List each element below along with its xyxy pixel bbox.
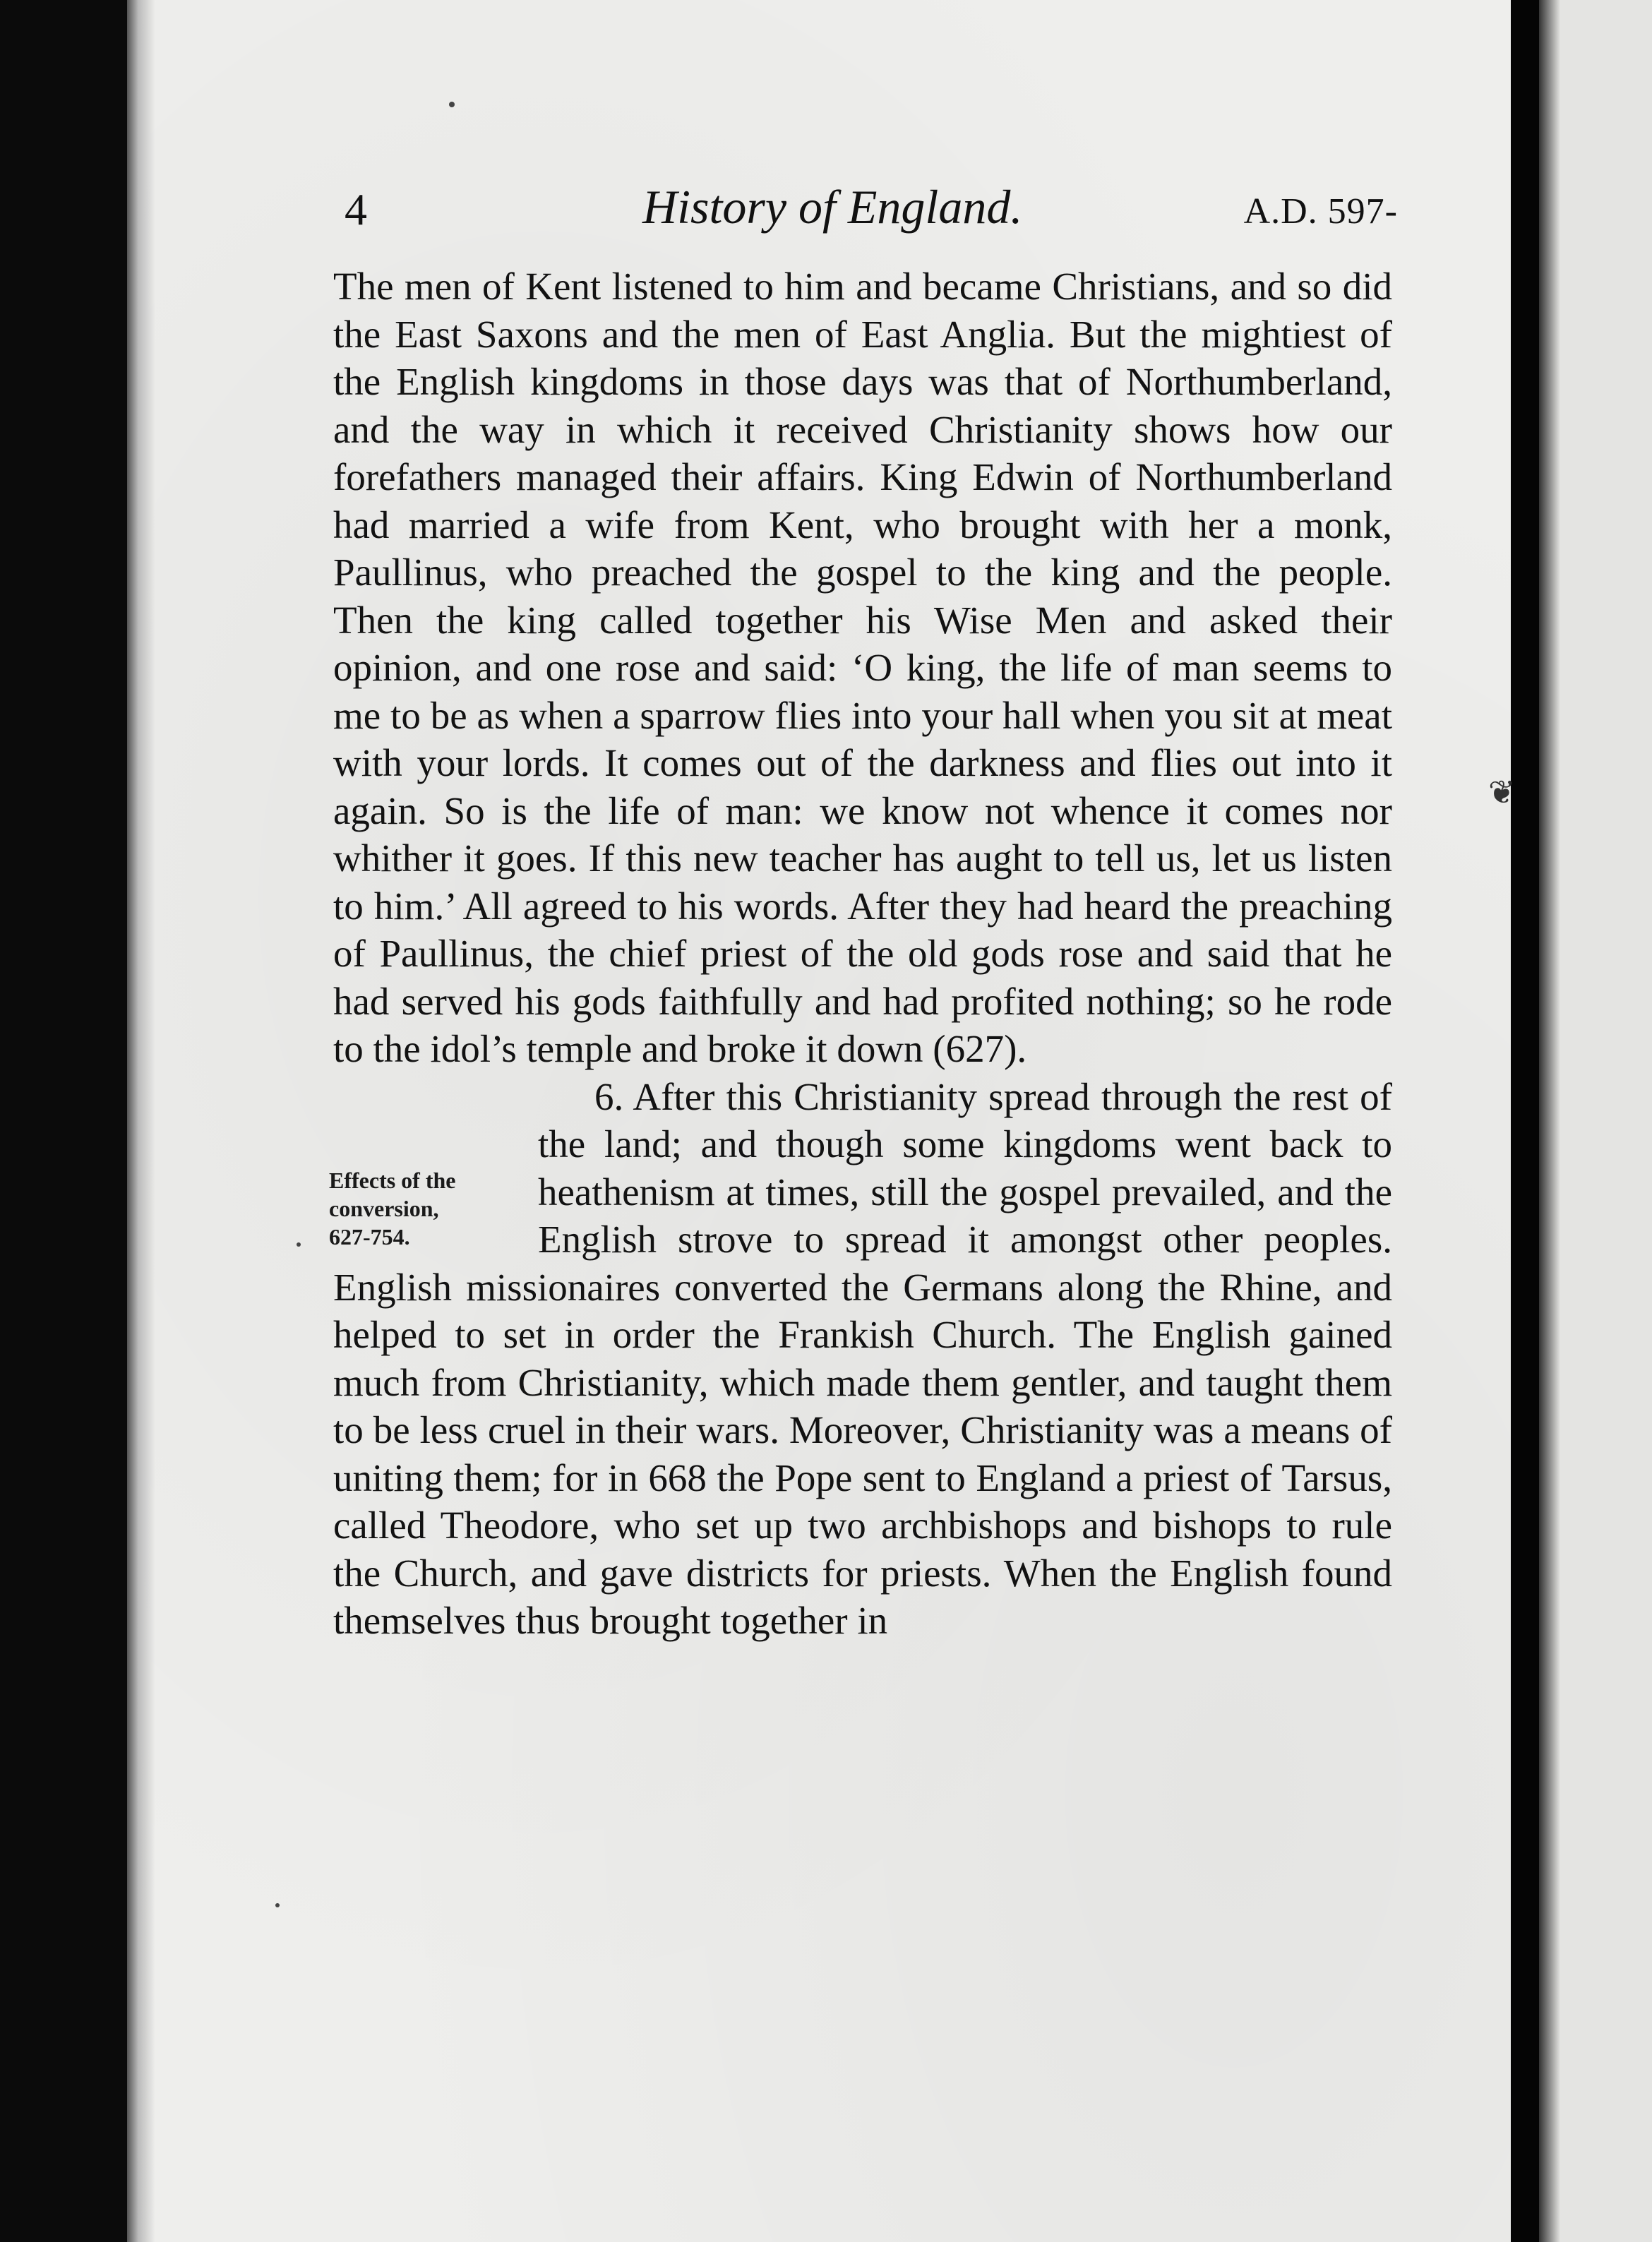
ink-speck	[297, 1242, 301, 1247]
page-header	[339, 176, 1398, 240]
paragraph-text: 6. After this Christianity spread through the rest of the land; and though some kingdoms went back to heathenism at times, still the gospel prevailed, and the English strove to spread it amongst other peoples. English missionaires converted the Germans along the Rhine, and helped to set in order the Frankish Church. The English gained much from Christianity, which made them gentler, and taught them to be less cruel in their wars. Moreover, Christianity was a means of uniting them; for in 668 the Pope sent to England a priest of Tarsus, called Theodore, who set up two archbishops and bishops to rule the Church, and gave districts for priests. When the English found themselves thus brought together in	[333, 1074, 1392, 1642]
page-edge-shadow	[127, 0, 155, 2242]
margin-mark-icon: ❦	[1488, 773, 1516, 811]
sidenote-line: conversion,	[329, 1195, 439, 1221]
body-text	[329, 263, 1392, 1645]
paragraph: The men of Kent listened to him and became Christians, and so did the East Saxons and the men of East Anglia. But the mightiest of the English kingdoms in those days was that of Northumberland, and the way in which it received Christianity shows how our forefathers managed their affairs. King Edwin of Northumberland had married a wife from Kent, who brought with her a monk, Paullinus, who preached the gospel to the king and the people. Then the king called together his Wise Men and asked their opinion, and one rose and said: ‘O king, the life of man seems to me to be as when a sparrow flies into your hall when you sit at meat with your lords. It comes out of the darkness and flies out into it again. So is the life of man: we know not whence it comes nor whither it goes. If this new teacher has aught to tell us, let us listen to him.’ All agreed to his words. After they had heard the preaching of Paullinus, the chief priest of the old gods rose and said that he had served his gods faithfully and had profited nothing; so he rode to the idol’s temple and broke it down (627).	[333, 265, 1392, 1070]
ink-speck	[449, 102, 455, 107]
date-mark: A.D. 597-	[1243, 191, 1398, 232]
section-6-paragraph	[329, 1073, 1392, 1645]
margin-sidenote	[329, 1166, 513, 1251]
running-title: History of England.	[642, 180, 1023, 234]
sidenote-line: 627-754.	[329, 1223, 410, 1249]
sidenote-line: Effects of the	[329, 1167, 456, 1193]
page-number: 4	[345, 184, 367, 234]
ink-speck	[275, 1903, 280, 1907]
facing-page-shadow	[1539, 0, 1560, 2242]
book-gutter	[1511, 0, 1539, 2242]
